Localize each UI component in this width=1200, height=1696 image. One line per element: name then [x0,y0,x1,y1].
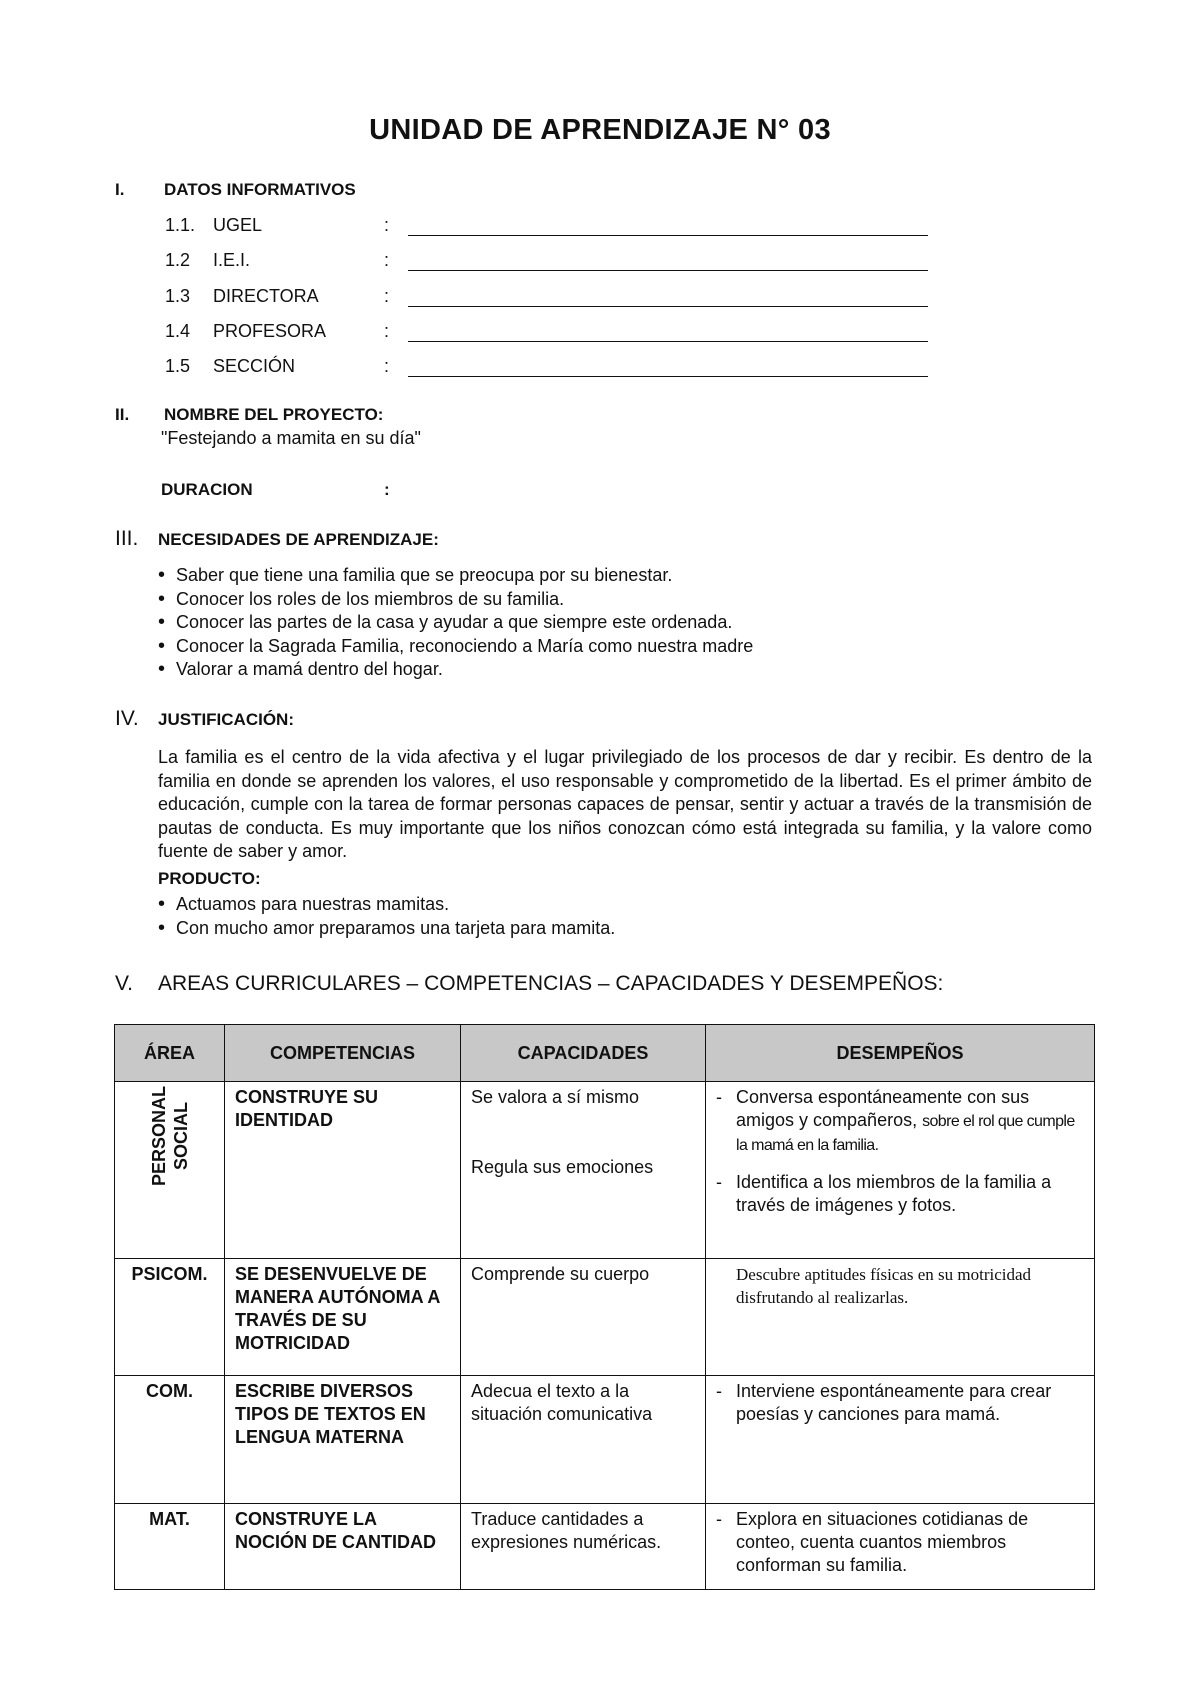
product-list [158,893,1058,940]
duracion-label: DURACION [161,480,253,499]
section-3-heading: NECESIDADES DE APRENDIZAJE: [158,530,439,549]
area-cell: COM. [115,1376,225,1504]
product-heading: PRODUCTO: [158,869,261,888]
desempeno-text: sobre el rol que cumple la mamá en la familia. [736,1113,1075,1154]
datos-fill-line [408,235,928,236]
curriculum-table [114,1024,1095,1590]
section-1-number: I. [115,180,125,199]
desempeno-item [716,1171,1084,1217]
dash-mark: - [716,1172,722,1192]
desempeno-item [716,1380,1084,1426]
page-title: UNIDAD DE APRENDIZAJE N° 03 [369,114,831,146]
desempeno-cell [706,1082,1095,1259]
desempeno-text: Interviene espontáneamente para crear poesías y canciones para mamá. [736,1381,1052,1424]
capacidad-cell: Traduce cantidades a expresiones numéricas. [461,1504,706,1590]
header-area: ÁREA [115,1025,225,1082]
duracion-sep: : [384,480,390,499]
datos-label: SECCIÓN [213,356,296,376]
datos-fill-line [408,270,928,271]
justification-text: La familia es el centro de la vida afectiva y el lugar privilegiado de los procesos de dar y recibir. Es dentro de la familia en donde se aprenden los valores, el uso responsable y comprometido de la libertad. Es el primer ámbito de educación, cumple con la tarea de formar personas capaces de pensar, sentir y actuar a través de la transmisión de pautas de conducta. Es muy importante que los niños conozcan cómo está integrada su familia, y la valore como fuente de saber y amor. [158,747,1092,861]
desempeno-text: Descubre aptitudes físicas en su motricidad disfrutando al realizarlas. [736,1265,1032,1307]
datos-fill-line [408,376,928,377]
area-cell: PSICOM. [115,1259,225,1376]
competencia-cell: CONSTRUYE SU IDENTIDAD [225,1082,461,1259]
list-item: • Actuamos para nuestras mamitas. [158,893,1058,917]
header-desempenos: DESEMPEÑOS [706,1025,1095,1082]
section-5-heading: AREAS CURRICULARES – COMPETENCIAS – CAPACIDADES Y DESEMPEÑOS: [158,972,944,995]
table-row [115,1376,1095,1504]
capacidad-text: Se valora a sí mismo [471,1087,640,1107]
section-2-number: II. [115,405,130,424]
header-competencias: COMPETENCIAS [225,1025,461,1082]
list-item: • Conocer las partes de la casa y ayudar a que siempre este ordenada. [158,611,1058,635]
datos-label: I.E.I. [213,250,251,270]
section-2-heading: NOMBRE DEL PROYECTO: [164,405,384,424]
datos-sep: : [384,356,390,376]
area-line: SOCIAL [170,1102,191,1171]
competencia-cell: ESCRIBE DIVERSOS TIPOS DE TEXTOS EN LENGUA MATERNA [225,1376,461,1504]
datos-label: PROFESORA [213,321,327,341]
dash-mark: - [716,1509,722,1529]
table-row [115,1259,1095,1376]
dash-mark: - [716,1087,722,1107]
datos-sep: : [384,321,390,341]
datos-fill-line [408,306,928,307]
area-cell [115,1082,225,1259]
capacidad-cell: Adecua el texto a la situación comunicativa [461,1376,706,1504]
datos-num: 1.4 [165,321,191,341]
desempeno-item [716,1086,1084,1157]
desempeno-text: Identifica a los miembros de la familia a través de imágenes y fotos. [736,1172,1052,1215]
capacidad-cell [461,1082,706,1259]
list-item: • Conocer la Sagrada Familia, reconociendo a María como nuestra madre [158,635,1058,659]
capacidad-text: Regula sus emociones [471,1157,654,1177]
header-capacidades: CAPACIDADES [461,1025,706,1082]
desempeno-text: Conversa espontáneamente con sus amigos y compañeros, [736,1087,1030,1130]
desempeno-item [716,1508,1084,1577]
datos-sep: : [384,286,390,306]
datos-sep: : [384,250,390,270]
table-header-row [115,1025,1095,1082]
competencia-cell: CONSTRUYE LA NOCIÓN DE CANTIDAD [225,1504,461,1590]
area-label-vertical [148,1086,192,1186]
desempeno-cell [706,1259,1095,1376]
capacidad-cell: Comprende su cuerpo [461,1259,706,1376]
datos-num: 1.3 [165,286,191,306]
section-5-number: V. [115,972,133,995]
table-row [115,1504,1095,1590]
competencia-cell: SE DESENVUELVE DE MANERA AUTÓNOMA A TRAVÉS DE SU MOTRICIDAD [225,1259,461,1376]
list-item: • Valorar a mamá dentro del hogar. [158,658,1058,682]
datos-num: 1.2 [165,250,191,270]
datos-label: UGEL [213,215,263,235]
desempeno-cell [706,1376,1095,1504]
dash-mark: - [716,1381,722,1401]
list-item: • Con mucho amor preparamos una tarjeta para mamita. [158,917,1058,941]
datos-fill-line [408,341,928,342]
datos-sep: : [384,215,390,235]
area-cell: MAT. [115,1504,225,1590]
datos-label: DIRECTORA [213,286,319,306]
area-line: PERSONAL [148,1086,169,1187]
desempeno-cell [706,1504,1095,1590]
section-1-heading: DATOS INFORMATIVOS [164,180,356,199]
section-3-number: III. [115,527,139,550]
desempeno-text: Explora en situaciones cotidianas de conteo, cuenta cuantos miembros conforman su familia. [736,1509,1029,1575]
section-4-heading: JUSTIFICACIÓN: [158,710,294,729]
section-4-number: IV. [115,707,139,730]
list-item: • Conocer los roles de los miembros de su familia. [158,588,1058,612]
datos-num: 1.1. [165,215,196,235]
list-item: • Saber que tiene una familia que se preocupa por su bienestar. [158,564,1058,588]
table-row [115,1082,1095,1259]
datos-num: 1.5 [165,356,191,376]
project-name: "Festejando a mamita en su día" [161,428,421,448]
needs-list [158,564,1058,682]
